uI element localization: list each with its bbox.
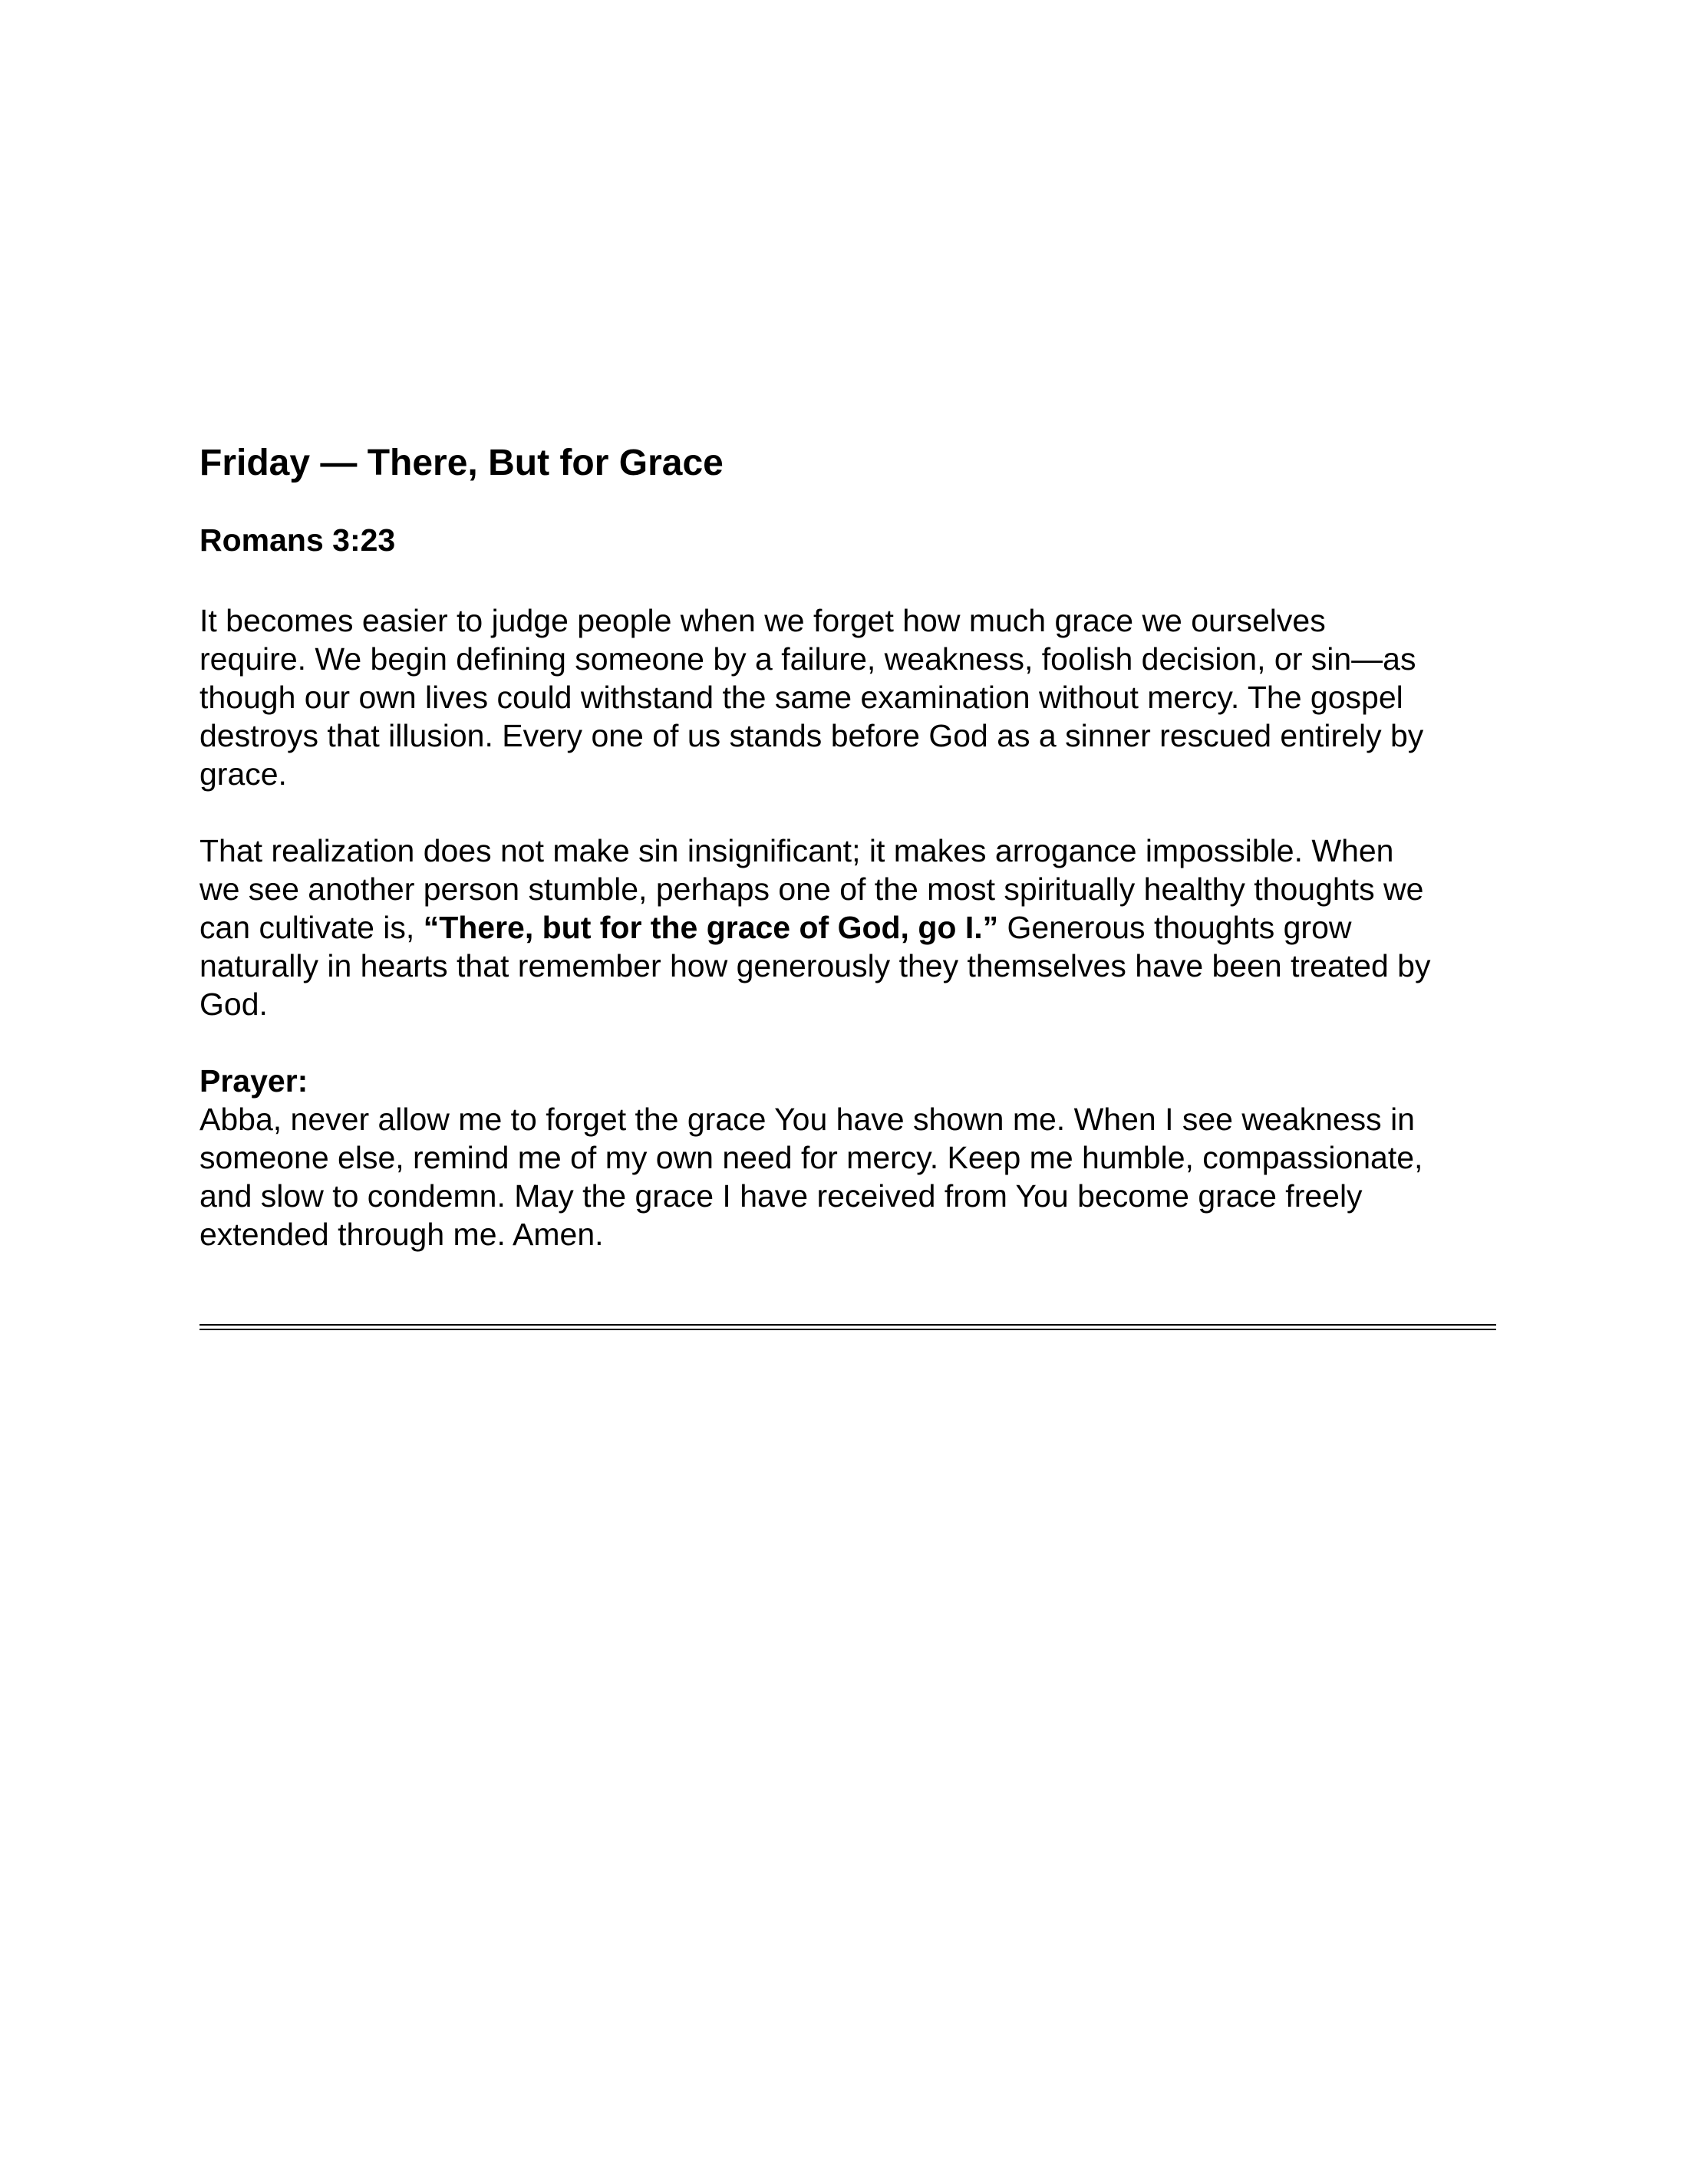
paragraph-line: God. <box>199 987 268 1022</box>
prayer-line: someone else, remind me of my own need for mercy. Keep me humble, compassionate, <box>199 1140 1423 1175</box>
body-paragraph-1 <box>199 601 1504 793</box>
paragraph-line <box>199 908 1504 947</box>
paragraph-line: It becomes easier to judge people when we forget how much grace we ourselves <box>199 603 1326 638</box>
prayer-heading: Prayer: <box>199 1063 308 1099</box>
paragraph-line: destroys that illusion. Every one of us stands before God as a sinner rescued entirely by <box>199 718 1424 753</box>
prayer-text <box>199 1100 1504 1253</box>
paragraph-text: Generous thoughts grow <box>998 910 1352 945</box>
paragraph-line: require. We begin defining someone by a failure, weakness, foolish decision, or sin—as <box>199 641 1416 677</box>
prayer-line: extended through me. Amen. <box>199 1217 604 1252</box>
prayer-line: Abba, never allow me to forget the grace You have shown me. When I see weakness in <box>199 1102 1415 1137</box>
double-horizontal-rule <box>199 1324 1496 1330</box>
paragraph-line: That realization does not make sin insignificant; it makes arrogance impossible. When <box>199 833 1394 868</box>
paragraph-line: we see another person stumble, perhaps one of the most spiritually healthy thoughts we <box>199 871 1424 907</box>
emphasized-quote: “There, but for the grace of God, go I.” <box>423 910 999 945</box>
paragraph-line: naturally in hearts that remember how generously they themselves have been treated by <box>199 948 1431 983</box>
prayer-line: and slow to condemn. May the grace I have received from You become grace freely <box>199 1178 1363 1214</box>
body-paragraph-2 <box>199 832 1504 1023</box>
entry-title: Friday — There, But for Grace <box>199 443 724 483</box>
paragraph-line: grace. <box>199 756 287 792</box>
paragraph-line: though our own lives could withstand the same examination without mercy. The gospel <box>199 680 1403 715</box>
paragraph-text: can cultivate is, <box>199 910 424 945</box>
scripture-reference: Romans 3:23 <box>199 522 396 558</box>
